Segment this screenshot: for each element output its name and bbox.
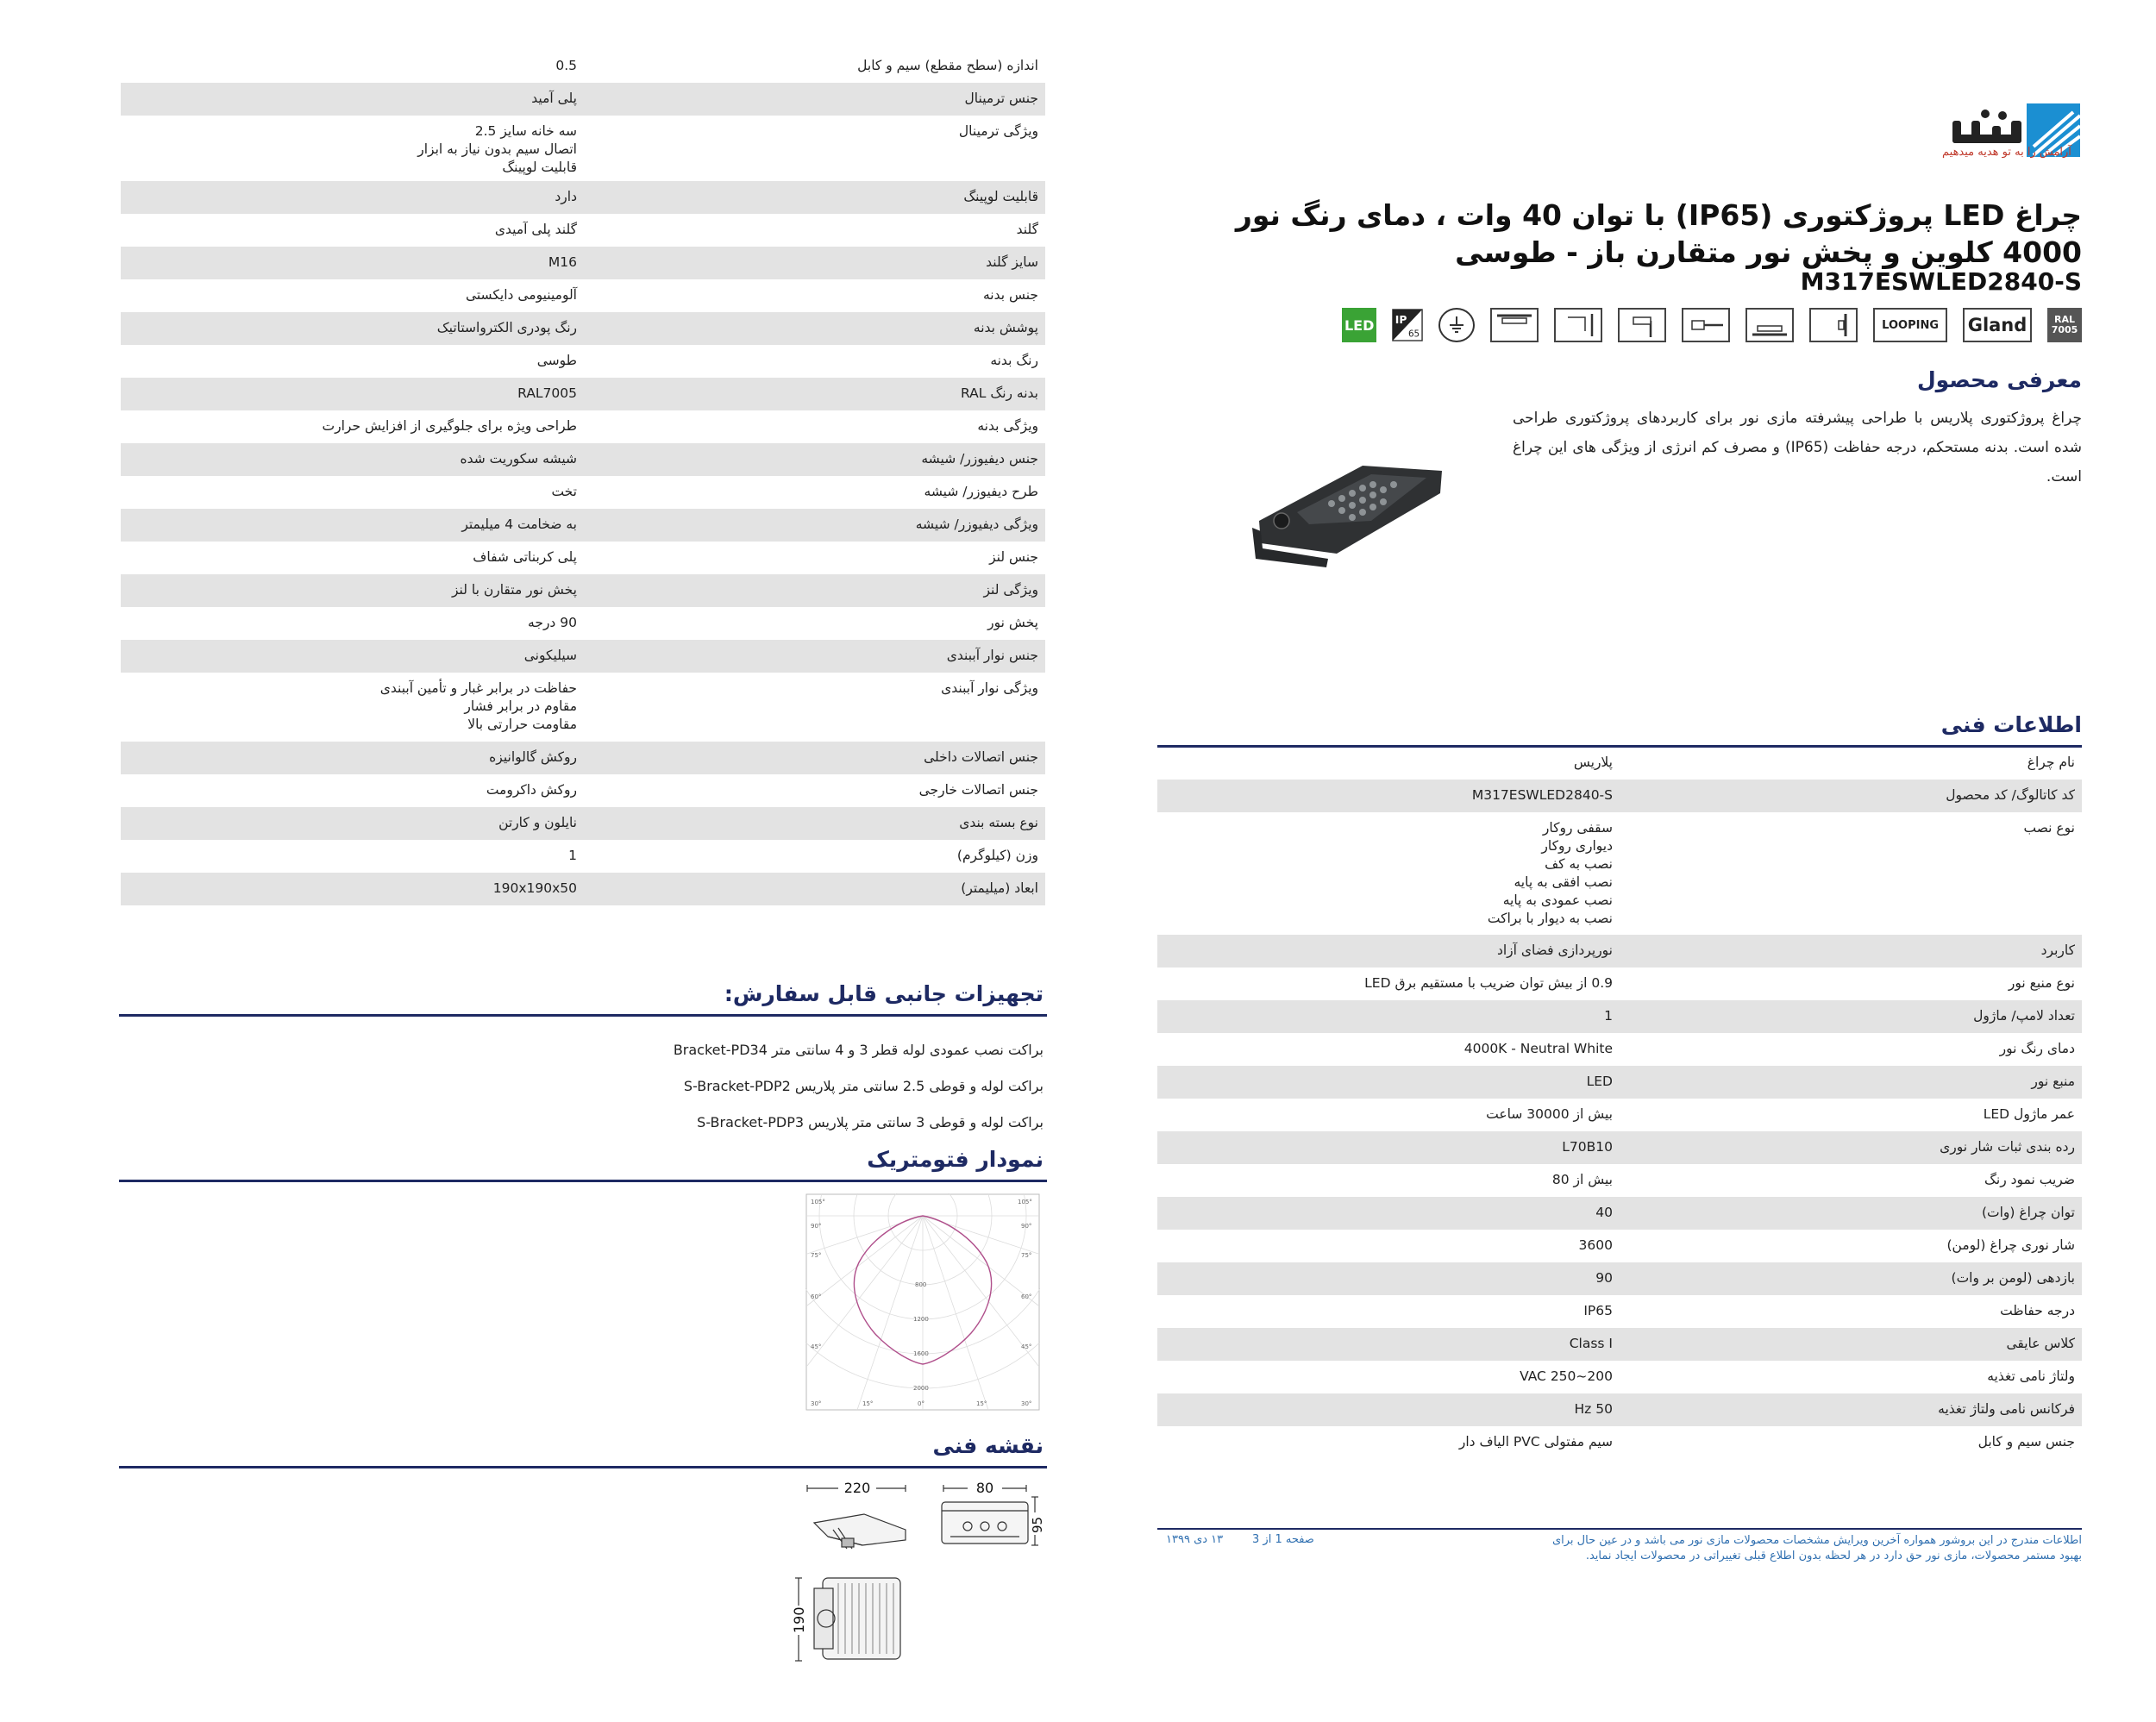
spec-value <box>1488 819 1613 928</box>
angle-label: 90° <box>811 1223 822 1230</box>
spec-value-line: 4000K - Neutral White <box>1463 1041 1613 1056</box>
spec-key: درجه حفاظت <box>2000 1303 2075 1318</box>
pole-vertical-icon <box>1618 308 1666 342</box>
spec-value-line: L70B10 <box>1562 1139 1613 1155</box>
spec-key: فرکانس نامی ولتاژ تغذیه <box>1938 1401 2075 1417</box>
spec-value <box>1472 786 1613 805</box>
spec-value-line: گلند پلی آمیدی <box>494 222 577 237</box>
spec-row <box>121 312 1045 345</box>
spec-row <box>1157 747 2082 780</box>
pole-horizontal-icon <box>1682 308 1730 342</box>
spec-key: ویژگی ترمینال <box>958 123 1038 139</box>
spec-value <box>452 581 577 599</box>
spec-key: ویژگی دیفیوزر/ شیشه <box>915 517 1038 532</box>
spec-row <box>1157 1099 2082 1131</box>
spec-table-right <box>1157 747 2082 1471</box>
spec-key: رده بندی ثبات شار نوری <box>1940 1139 2075 1155</box>
footer-note: اطلاعات مندرج در این بروشور همواره آخرین ویرایش مشخصات محصولات مازی نور می باشد و در عین حال برای بهبود مستمر محصولات، مازی نور حق دارد در هر لحظه بدون اطلاع قبلی تغییراتی در محصولات ایجاد نماید. <box>1551 1534 2082 1562</box>
spec-key: رنگ بدنه <box>990 353 1038 368</box>
side-view-drawing <box>804 1476 912 1554</box>
spec-value-line: Class I <box>1569 1336 1613 1351</box>
spec-value <box>495 221 577 239</box>
spec-key: توان چراغ (وات) <box>1981 1205 2075 1220</box>
spec-key: جنس اتصالات خارجی <box>918 782 1038 798</box>
spec-value <box>555 57 577 75</box>
spec-value-line: پخش نور متقارن با لنز <box>452 582 577 598</box>
spec-value <box>437 319 577 337</box>
angle-label: 60° <box>811 1293 822 1300</box>
spec-value <box>473 548 577 567</box>
accessory-item: براکت لوله و قوطی 2.5 سانتی متر پلاریس S-Bracket-PDP2 <box>683 1078 1044 1094</box>
spec-value <box>1520 1368 1613 1386</box>
front-view-drawing <box>938 1476 1047 1554</box>
spec-row <box>1157 1131 2082 1164</box>
angle-label: 15° <box>862 1400 874 1407</box>
ip-rating-icon <box>1392 308 1423 342</box>
spec-value-line: روکش گالوانیزه <box>489 749 577 765</box>
spec-row <box>1157 812 2082 935</box>
intro-paragraph: چراغ پروژکتوری پلاریس با طراحی پیشرفته مازی نور برای کاربردهای پروژکتوری طراحی شده است. بدنه مستحکم، درجه حفاظت (IP65) و مصرف کم انرژی از ویژگی های این چراغ است. <box>1513 410 2083 485</box>
spec-value-line: قابلیت لوپینگ <box>502 160 577 175</box>
spec-value <box>1364 974 1613 992</box>
spec-value <box>1587 1073 1613 1091</box>
spec-value-line: نصب به کف <box>1545 856 1613 872</box>
angle-label: 15° <box>976 1400 987 1407</box>
spec-row <box>1157 1230 2082 1262</box>
page-title: چراغ LED پروژکتوری (IP65) با توان 40 وات ، دمای رنگ نور 4000 کلوین و پخش نور متقارن باز - طوسی <box>1235 198 2082 269</box>
spec-value <box>498 814 577 832</box>
spec-key: جنس لنز <box>989 549 1038 565</box>
spec-key: ولتاژ نامی تغذیه <box>1987 1368 2075 1384</box>
spec-table-left <box>121 50 1045 905</box>
spec-value-line: IP65 <box>1583 1303 1613 1318</box>
spec-value-line: طوسی <box>536 353 577 368</box>
spec-value-line: 90 درجه <box>528 615 577 630</box>
spec-key: جنس دیفیوزر/ شیشه <box>921 451 1038 467</box>
spec-key: سایز گلند <box>986 254 1038 270</box>
spec-value-line: دارد <box>555 189 577 204</box>
gland-icon: Gland <box>1963 308 2032 342</box>
model-code: M317ESWLED2840-S <box>1800 267 2082 296</box>
spec-row <box>1157 1033 2082 1066</box>
spec-value-line: آلومینیومی دایکستی <box>465 287 577 303</box>
spec-value-line: سه خانه سایز 2.5 <box>474 123 577 139</box>
photometric-heading: نمودار فتومتریک <box>867 1147 1044 1172</box>
spec-row <box>121 247 1045 279</box>
radial-label: 800 <box>915 1281 927 1288</box>
spec-row <box>121 279 1045 312</box>
spec-row <box>1157 1295 2082 1328</box>
spec-row <box>121 443 1045 476</box>
spec-value-line: نورپردازی فضای آزاد <box>1496 942 1613 958</box>
drawing-rule <box>119 1466 1047 1468</box>
dim-width: 220 <box>843 1480 871 1496</box>
spec-value-line: به ضخامت 4 میلیمتر <box>461 517 577 532</box>
spec-row <box>121 181 1045 214</box>
footer-rule <box>1157 1528 2082 1530</box>
spec-key: ویژگی نوار آببندی <box>941 680 1038 696</box>
spec-key: جنس ترمینال <box>964 91 1038 106</box>
spec-value-line: 0.5 <box>555 58 577 73</box>
brand-logo <box>1823 102 2082 171</box>
spec-row <box>121 840 1045 873</box>
spec-value-line: تخت <box>551 484 577 499</box>
spec-value <box>493 880 577 898</box>
spec-key: نوع منبع نور <box>2008 975 2075 991</box>
spec-value-line: 1 <box>568 848 577 863</box>
spec-value-line: روکش داکرومت <box>486 782 577 798</box>
spec-value-line: 90 <box>1595 1270 1613 1286</box>
spec-row <box>1157 1000 2082 1033</box>
spec-value-line: بیش از 80 <box>1551 1172 1613 1187</box>
angle-label: 45° <box>811 1343 822 1350</box>
spec-key: جنس اتصالات داخلی <box>924 749 1038 765</box>
spec-value <box>417 122 577 177</box>
spec-value <box>531 90 577 108</box>
spec-row <box>121 345 1045 378</box>
spec-row <box>1157 1197 2082 1230</box>
spec-key: نوع بسته بندی <box>959 815 1038 830</box>
product-image <box>1242 441 1449 571</box>
spec-value <box>537 352 577 370</box>
dim-depth: 80 <box>975 1480 994 1496</box>
spec-value-line: مقاومت حرارتی بالا <box>467 717 577 732</box>
angle-label: 30° <box>811 1400 822 1407</box>
angle-label: 105° <box>811 1199 825 1205</box>
spec-value-line: RAL7005 <box>517 385 577 401</box>
spec-value <box>1604 1007 1613 1025</box>
spec-value-line: نصب به دیوار با براکت <box>1487 911 1613 926</box>
spec-value <box>1486 1105 1613 1124</box>
accessories-rule <box>119 1014 1047 1017</box>
spec-key: نام چراغ <box>2027 755 2075 770</box>
spec-value <box>1579 1237 1613 1255</box>
spec-value <box>1459 1433 1613 1451</box>
spec-value-line: M317ESWLED2840-S <box>1471 787 1613 803</box>
spec-key: کد کاتالوگ/ کد محصول <box>1946 787 2075 803</box>
spec-row <box>121 509 1045 542</box>
spec-value-line: دیواری روکار <box>1541 838 1613 854</box>
radial-label: 1200 <box>913 1316 929 1323</box>
spec-row <box>121 774 1045 807</box>
spec-value <box>1464 1040 1613 1058</box>
spec-row <box>1157 1164 2082 1197</box>
spec-value-line: اتصال سیم بدون نیاز به ابزار <box>417 141 577 157</box>
spec-row <box>121 116 1045 181</box>
spec-value <box>524 647 577 665</box>
accessory-item: براکت لوله و قوطی 3 سانتی متر پلاریس S-Bracket-PDP3 <box>697 1114 1044 1130</box>
accessory-item: براکت نصب عمودی لوله قطر 3 و 4 سانتی متر Bracket-PD34 <box>673 1042 1044 1058</box>
spec-value-line: 3600 <box>1578 1237 1613 1253</box>
spec-key: جنس بدنه <box>982 287 1038 303</box>
spec-value <box>323 417 577 435</box>
radial-label: 1600 <box>913 1350 929 1357</box>
spec-row <box>121 873 1045 905</box>
spec-value-line: پلی آمید <box>531 91 577 106</box>
spec-key: شار نوری چراغ (لومن) <box>1946 1237 2075 1253</box>
spec-value <box>1575 1400 1613 1418</box>
spec-row <box>121 673 1045 742</box>
bracket-wall-icon <box>1554 308 1602 342</box>
angle-label: 75° <box>811 1252 822 1259</box>
spec-value <box>1583 1302 1613 1320</box>
svg-text:65: 65 <box>1408 329 1420 340</box>
spec-row <box>121 83 1045 116</box>
spec-value <box>548 254 577 272</box>
spec-row <box>121 742 1045 774</box>
spec-value-line: 50 Hz <box>1574 1401 1613 1417</box>
spec-row <box>1157 967 2082 1000</box>
angle-label: 60° <box>1021 1293 1032 1300</box>
spec-value <box>461 450 577 468</box>
spec-value <box>380 679 577 734</box>
svg-text:IP: IP <box>1395 314 1407 327</box>
spec-key: گلند <box>1016 222 1038 237</box>
spec-row <box>1157 1328 2082 1361</box>
tech-heading: اطلاعات فنی <box>1940 712 2082 737</box>
spec-key: بدنه رنگ RAL <box>961 385 1038 401</box>
spec-value-line: نایلون و کارتن <box>498 815 577 830</box>
spec-value <box>551 483 577 501</box>
photometric-chart <box>805 1193 1040 1411</box>
spec-key: پخش نور <box>987 615 1038 630</box>
angle-label: 30° <box>1021 1400 1032 1407</box>
spec-key: ابعاد (میلیمتر) <box>961 880 1038 896</box>
spec-key: کلاس عایقی <box>2006 1336 2075 1351</box>
spec-row <box>121 640 1045 673</box>
spec-key: تعداد لامپ/ ماژول <box>1973 1008 2075 1024</box>
spec-value <box>528 614 577 632</box>
drawing-heading: نقشه فنی <box>932 1433 1044 1458</box>
dim-height: 95 <box>1030 1516 1045 1533</box>
spec-row <box>121 476 1045 509</box>
spec-key: بازدهی (لومن بر وات) <box>1951 1270 2075 1286</box>
spec-row <box>1157 935 2082 967</box>
spec-key: کاربرد <box>2040 942 2075 958</box>
spec-key: منبع نور <box>2031 1074 2075 1089</box>
spec-value-line: مقاوم در برابر فشار <box>464 698 577 714</box>
spec-key: ضریب نمود رنگ <box>1984 1172 2075 1187</box>
spec-row <box>121 607 1045 640</box>
spec-key: پوشش بدنه <box>973 320 1038 335</box>
spec-key: جنس سیم و کابل <box>1977 1434 2075 1450</box>
angle-label: 90° <box>1021 1223 1032 1230</box>
spec-value-line: 1 <box>1604 1008 1613 1024</box>
spec-row <box>121 542 1045 574</box>
spec-value <box>461 516 577 534</box>
spec-value-line: سیلیکونی <box>523 648 577 663</box>
spec-value-line: سیم مفتولی PVC الیاف دار <box>1458 1434 1613 1450</box>
spec-value-line: حفاظت در برابر غبار و تأمین آببندی <box>379 680 577 696</box>
spec-row <box>121 50 1045 83</box>
spec-key: دمای رنگ نور <box>1999 1041 2075 1056</box>
led-icon: LED <box>1342 308 1376 342</box>
looping-icon: LOOPING <box>1873 308 1947 342</box>
spec-value-line: طراحی ویژه برای جلوگیری از افزایش حرارت <box>322 418 577 434</box>
spec-value-line: 200~250 VAC <box>1520 1368 1613 1384</box>
spec-value <box>486 781 577 799</box>
ral-color-icon: RAL 7005 <box>2047 308 2082 342</box>
spec-value-line: نصب افقی به پایه <box>1514 874 1613 890</box>
spec-row <box>1157 1426 2082 1471</box>
wall-mount-icon <box>1809 308 1858 342</box>
intro-heading: معرفی محصول <box>1916 367 2082 392</box>
spec-value <box>1595 1204 1613 1222</box>
spec-key: ویژگی لنز <box>983 582 1038 598</box>
spec-key: اندازه (سطح مقطع) سیم و کابل <box>857 58 1038 73</box>
accessories-heading: تجهیزات جانبی قابل سفارش: <box>724 981 1044 1006</box>
page-number: صفحه 1 از 3 <box>1252 1533 1314 1546</box>
spec-value <box>1570 1335 1613 1353</box>
spec-value <box>555 188 577 206</box>
dim-length: 190 <box>791 1606 807 1633</box>
spec-row <box>121 410 1045 443</box>
spec-row <box>1157 1361 2082 1393</box>
brand-slogan: آرامش را به تو هدیه میدهیم <box>1942 146 2071 159</box>
spec-value <box>1574 754 1613 772</box>
angle-label: 75° <box>1021 1252 1032 1259</box>
spec-key: نوع نصب <box>2023 820 2075 836</box>
spec-value <box>517 385 577 403</box>
spec-value-line: بیش از 30000 ساعت <box>1486 1106 1613 1122</box>
spec-value <box>568 847 577 865</box>
ceiling-mount-icon <box>1490 308 1539 342</box>
spec-value-line: پلاریس <box>1573 755 1613 770</box>
spec-value-line: 40 <box>1595 1205 1613 1220</box>
angle-label: 105° <box>1018 1199 1032 1205</box>
earth-ground-icon <box>1438 308 1475 342</box>
spec-value <box>1552 1171 1613 1189</box>
angle-label: 0° <box>918 1400 924 1407</box>
spec-value-line: رنگ پودری الکترواستاتیک <box>436 320 577 335</box>
spec-key: ویژگی بدنه <box>977 418 1038 434</box>
spec-row <box>121 807 1045 840</box>
spec-value-line: 190x190x50 <box>492 880 577 896</box>
feature-icon-row <box>1342 307 2082 343</box>
spec-value <box>1595 1269 1613 1287</box>
spec-row <box>121 214 1045 247</box>
spec-value-line: نصب عمودی به پایه <box>1502 892 1613 908</box>
spec-value-line: سقفی روکار <box>1542 820 1613 836</box>
spec-key: عمر ماژول LED <box>1983 1106 2075 1122</box>
radial-label: 2000 <box>913 1385 929 1392</box>
spec-value <box>1562 1138 1613 1156</box>
spec-key: جنس نوار آببندی <box>946 648 1038 663</box>
spec-value-line: 0.9 از بیش توان ضریب با مستقیم برق LED <box>1364 975 1613 991</box>
spec-value <box>1497 942 1613 960</box>
footer-date: ۱۳ دی ۱۳۹۹ <box>1166 1533 1224 1546</box>
spec-value <box>489 748 577 767</box>
spec-row <box>1157 780 2082 812</box>
spec-key: طرح دیفیوزر/ شیشه <box>924 484 1038 499</box>
spec-value-line: M16 <box>548 254 577 270</box>
spec-value-line: شیشه سکوریت شده <box>460 451 577 467</box>
spec-key: قابلیت لوپینگ <box>963 189 1038 204</box>
spec-value <box>466 286 577 304</box>
spec-row <box>121 574 1045 607</box>
photometric-rule <box>119 1180 1047 1182</box>
spec-value-line: LED <box>1586 1074 1613 1089</box>
spec-key: وزن (کیلوگرم) <box>956 848 1038 863</box>
floor-mount-icon <box>1745 308 1794 342</box>
spec-row <box>121 378 1045 410</box>
spec-row <box>1157 1393 2082 1426</box>
spec-row <box>1157 1262 2082 1295</box>
angle-label: 45° <box>1021 1343 1032 1350</box>
spec-value-line: پلی کربناتی شفاف <box>473 549 577 565</box>
top-view-drawing <box>788 1571 909 1666</box>
spec-row <box>1157 1066 2082 1099</box>
